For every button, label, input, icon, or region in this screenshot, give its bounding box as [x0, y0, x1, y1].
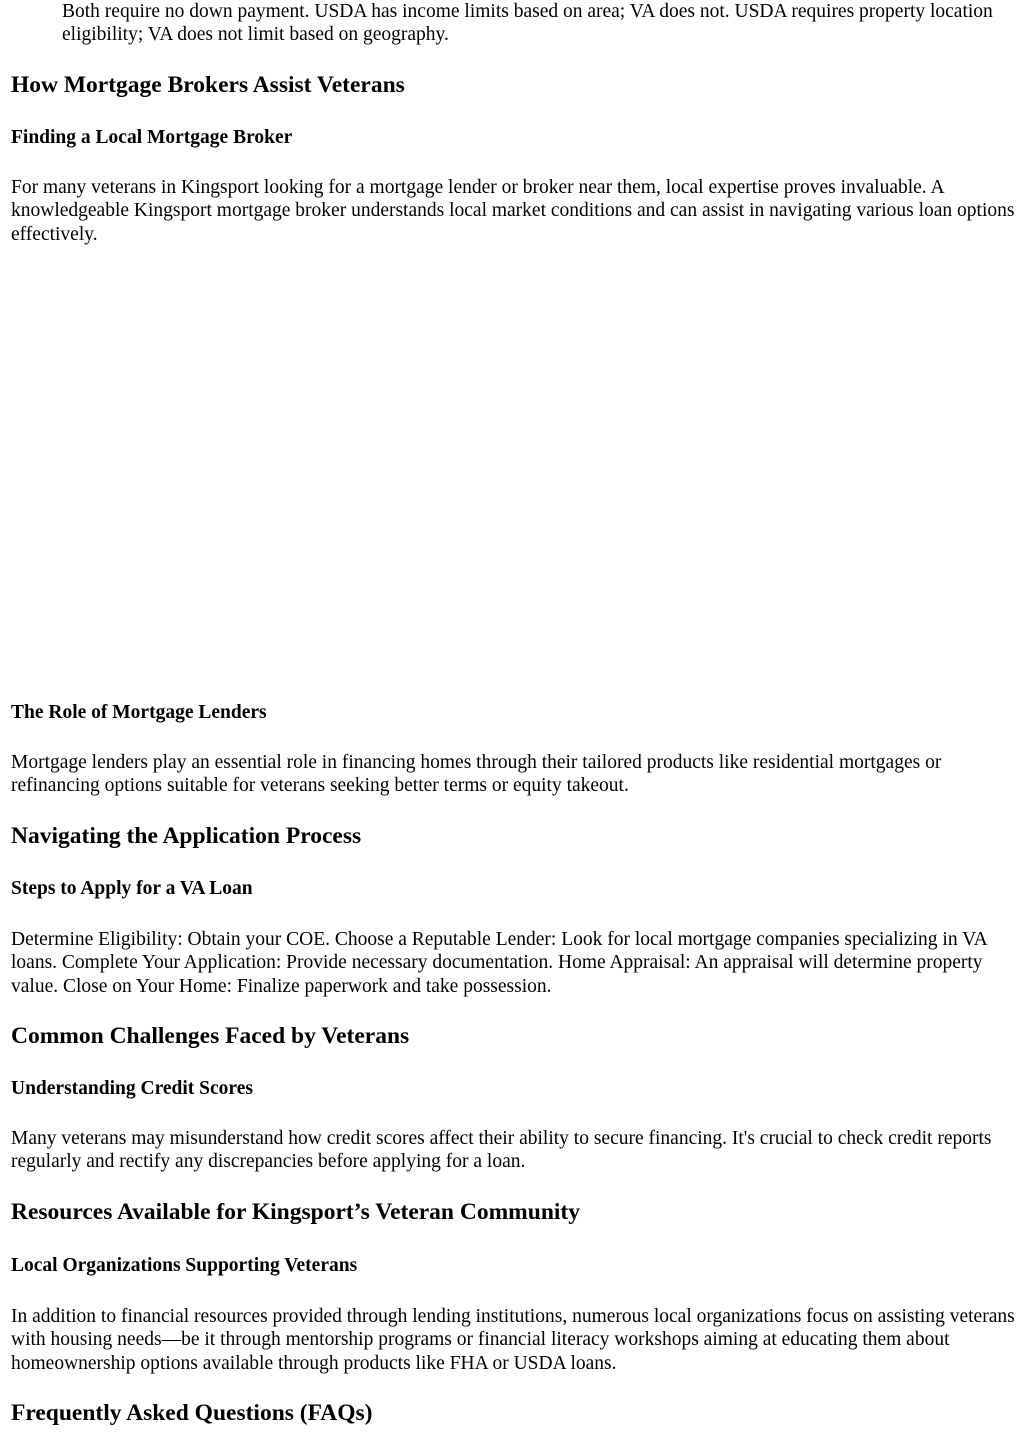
- local-broker-paragraph: For many veterans in Kingsport looking for a mortgage lender or broker near them, local expertise proves invaluable. A knowledgeable Kingsport mortgage broker understands local market conditions and can assist in navigating various loan options effectively.: [11, 177, 1015, 245]
- resources-heading: Resources Available for Kingsport’s Veteran Community: [11, 1199, 580, 1225]
- credit-scores-paragraph: Many veterans may misunderstand how credit scores affect their ability to secure financing. It's crucial to check credit reports regularly and rectify any discrepancies before applying for a loan.: [11, 1128, 992, 1173]
- brokers-heading: How Mortgage Brokers Assist Veterans: [11, 72, 405, 98]
- application-heading: Navigating the Application Process: [11, 823, 362, 849]
- lenders-paragraph: Mortgage lenders play an essential role in financing homes through their tailored products like residential mortgages or refinancing options suitable for veterans seeking better terms or equity takeout.: [11, 752, 942, 797]
- lenders-subheading: The Role of Mortgage Lenders: [11, 702, 267, 723]
- blank-content-area: [11, 262, 1016, 682]
- local-broker-subheading: Finding a Local Mortgage Broker: [11, 127, 293, 148]
- credit-scores-subheading: Understanding Credit Scores: [11, 1078, 253, 1099]
- local-organizations-subheading: Local Organizations Supporting Veterans: [11, 1255, 358, 1276]
- va-steps-subheading: Steps to Apply for a VA Loan: [11, 878, 253, 899]
- usda-vs-va-answer: Both require no down payment. USDA has income limits based on area; VA does not. USDA requires property location eligibility; VA does not limit based on geography.: [62, 1, 993, 46]
- challenges-heading: Common Challenges Faced by Veterans: [11, 1023, 410, 1049]
- va-steps-paragraph: Determine Eligibility: Obtain your COE. Choose a Reputable Lender: Look for local mortgage companies specializing in VA loans. Complete Your Application: Provide necessary documentation. Home Appraisal: An appraisal will determine property value. Close on Your Home: Finalize paperwork and take possession.: [11, 929, 987, 997]
- local-organizations-paragraph: In addition to financial resources provided through lending institutions, numerous local organizations focus on assisting veterans with housing needs—be it through mentorship programs or financial literacy workshops aiming at educating them about homeownership options available through products like FHA or USDA loans.: [11, 1306, 1015, 1374]
- faqs-heading: Frequently Asked Questions (FAQs): [11, 1400, 373, 1426]
